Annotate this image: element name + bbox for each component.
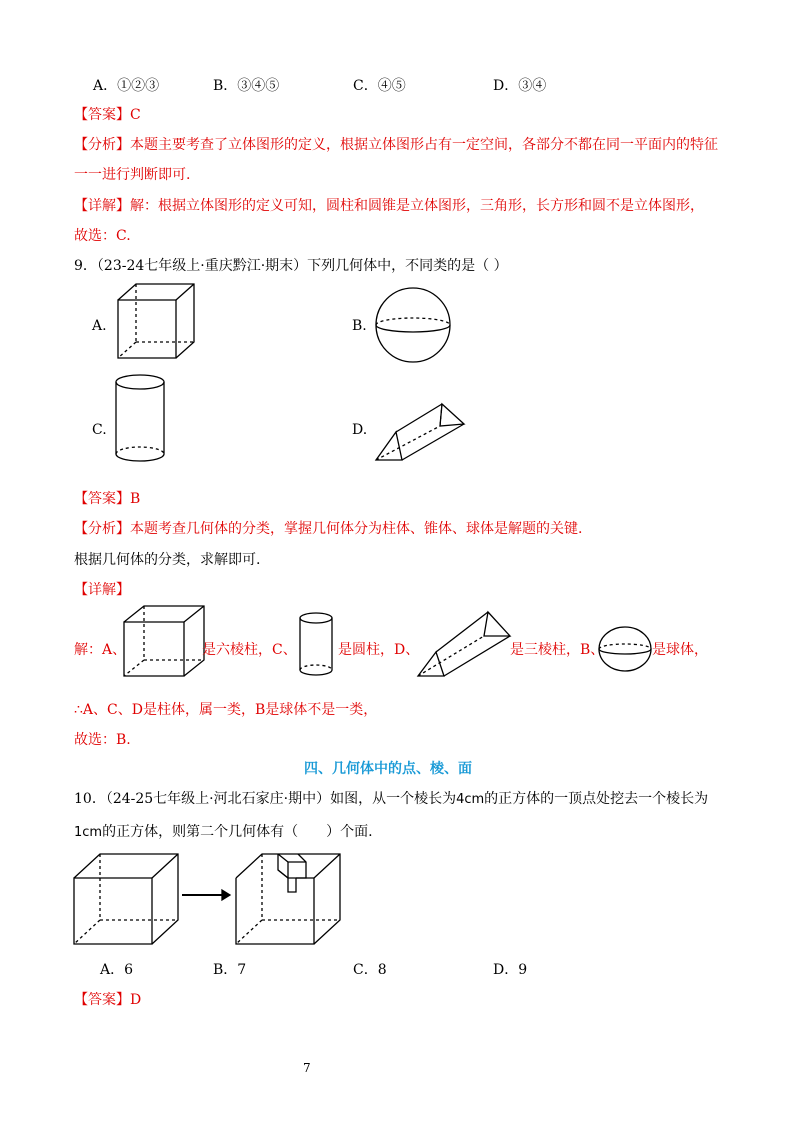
q9-detail-heading: 【详解】	[74, 582, 130, 598]
cube-figure	[116, 282, 196, 360]
q8-detail-line2: 故选：C.	[74, 228, 131, 244]
triangular-prism-figure-small	[416, 608, 516, 680]
sphere-figure-small	[598, 626, 654, 674]
q9-detail-conclusion: ∴A、C、D是柱体，属一类，B是球体不是一类，	[74, 702, 378, 718]
q10-option-c: C．8	[353, 962, 387, 978]
q10-stem-line2	[74, 822, 373, 843]
q8-option-b: B．③④⑤	[213, 78, 280, 94]
q10-cut-cube-figure	[234, 852, 342, 946]
sphere-figure	[374, 286, 454, 366]
q9-option-d-label: D.	[352, 422, 368, 438]
right-arrow-icon	[182, 888, 232, 902]
q8-answer: 【答案】C	[74, 107, 141, 123]
q9-analysis-line1: 【分析】本题考查几何体的分类，掌握几何体分为柱体、锥体、球体是解题的关键.	[74, 521, 583, 537]
cylinder-figure-small	[298, 612, 338, 678]
q8-analysis-line2: 一一进行判断即可.	[74, 167, 191, 183]
q9-detail-choice: 故选：B.	[74, 732, 131, 748]
q9-option-c-label: C.	[92, 422, 107, 438]
q9-analysis-line2: 根据几何体的分类，求解即可.	[74, 552, 261, 568]
q10-length-4cm: 4cm	[456, 792, 485, 807]
q9-detail-text-b: 是三棱柱，B、	[510, 642, 605, 658]
triangular-prism-figure	[374, 386, 470, 464]
q10-length-1cm: 1cm	[74, 825, 103, 840]
q10-stem-line1	[74, 789, 708, 810]
q8-detail-line1: 【详解】解：根据立体图形的定义可知，圆柱和圆锥是立体图形，三角形，长方形和圆不是立体图形，	[74, 198, 704, 214]
q10-stem-part2: 的正方体的一顶点处挖去一个棱长为	[484, 791, 709, 807]
q9-detail-text-c: 是六棱柱，C、	[202, 642, 297, 658]
cube-figure-small	[122, 604, 208, 678]
q9-stem: 9．（23-24七年级上·重庆黔江·期末）下列几何体中，不同类的是（ ）	[74, 258, 508, 274]
q8-option-d: D．③④	[493, 78, 547, 94]
section-title: 四、几何体中的点、棱、面	[304, 761, 472, 777]
q9-option-b-label: B.	[352, 318, 367, 334]
q9-detail-text-a: 解：A、	[74, 642, 127, 658]
q9-detail-text-sphere: 是球体，	[652, 642, 708, 658]
q8-option-c: C．④⑤	[353, 78, 406, 94]
q9-detail-text-d: 是圆柱，D、	[338, 642, 420, 658]
q10-stem-part1: 10．（24-25七年级上·河北石家庄·期中）如图，从一个棱长为	[74, 791, 457, 807]
page-number: 7	[303, 1061, 311, 1075]
q10-cube-figure	[72, 852, 180, 946]
q10-option-a: A．6	[100, 962, 134, 978]
q10-option-b: B．7	[213, 962, 247, 978]
q10-answer: 【答案】D	[74, 992, 142, 1008]
cylinder-figure	[114, 374, 168, 464]
q10-option-d: D．9	[493, 962, 528, 978]
q9-option-a-label: A.	[92, 318, 107, 334]
q8-analysis-line1: 【分析】本题主要考查了立体图形的定义，根据立体图形占有一定空间，各部分不都在同一平面内的特征	[74, 137, 718, 153]
q10-stem-part3: 的正方体，则第二个几何体有（ ）个面.	[102, 824, 373, 840]
q8-option-a: A．①②③	[93, 78, 160, 94]
q9-answer: 【答案】B	[74, 491, 141, 507]
